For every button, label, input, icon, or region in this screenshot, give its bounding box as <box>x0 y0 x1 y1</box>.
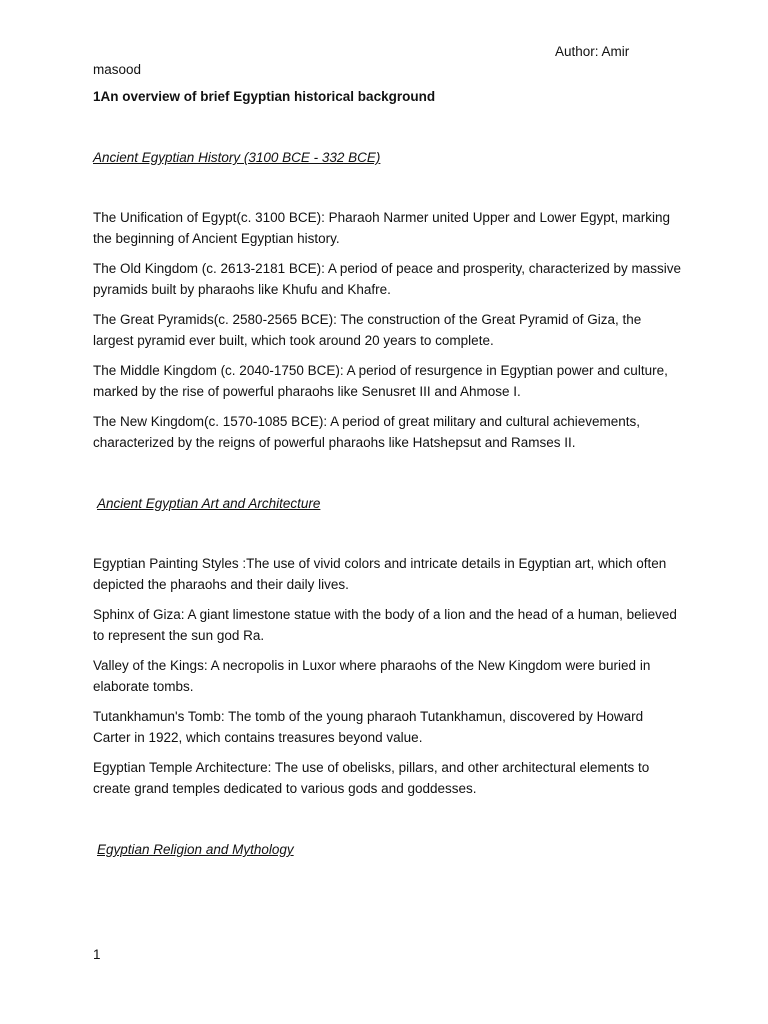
page-number: 1 <box>93 947 101 962</box>
section-heading-history: Ancient Egyptian History (3100 BCE - 332 BCE) <box>93 150 381 165</box>
section-heading-art: Ancient Egyptian Art and Architecture <box>97 496 321 511</box>
paragraph-old-kingdom: The Old Kingdom (c. 2613-2181 BCE): A period of peace and prosperity, characterized by massive pyramids built by pharaohs like Khufu and Khafre. <box>93 261 682 297</box>
document-title: 1An overview of brief Egyptian historical background <box>93 89 436 104</box>
paragraph-tutankhamun: Tutankhamun's Tomb: The tomb of the young pharaoh Tutankhamun, discovered by Howard Carter in 1922, which contains treasures beyond value. <box>93 709 644 745</box>
section-heading-religion: Egyptian Religion and Mythology <box>97 842 294 857</box>
paragraph-valley-of-kings: Valley of the Kings: A necropolis in Luxor where pharaohs of the New Kingdom were buried in elaborate tombs. <box>93 658 651 694</box>
paragraph-unification: The Unification of Egypt(c. 3100 BCE): Pharaoh Narmer united Upper and Lower Egypt, marking the beginning of Ancient Egyptian history. <box>93 210 671 246</box>
author-line-continuation: masood <box>93 62 142 77</box>
author-line: Author: Amir <box>555 44 630 59</box>
paragraph-great-pyramids: The Great Pyramids(c. 2580-2565 BCE): The construction of the Great Pyramid of Giza, the largest pyramid ever built, which took around 20 years to complete. <box>93 312 642 348</box>
paragraph-middle-kingdom: The Middle Kingdom (c. 2040-1750 BCE): A period of resurgence in Egyptian power and culture, marked by the rise of powerful pharaohs like Senusret III and Ahmose I. <box>93 363 668 399</box>
paragraph-sphinx: Sphinx of Giza: A giant limestone statue with the body of a lion and the head of a human, believed to represent the sun god Ra. <box>93 607 677 643</box>
paragraph-temple-architecture: Egyptian Temple Architecture: The use of obelisks, pillars, and other architectural elements to create grand temples dedicated to various gods and goddesses. <box>93 760 650 796</box>
paragraph-painting-styles: Egyptian Painting Styles :The use of vivid colors and intricate details in Egyptian art, which often depicted the pharaohs and their daily lives. <box>93 556 667 592</box>
paragraph-new-kingdom: The New Kingdom(c. 1570-1085 BCE): A period of great military and cultural achievements, characterized by the reigns of powerful pharaohs like Hatshepsut and Ramses II. <box>93 414 641 450</box>
